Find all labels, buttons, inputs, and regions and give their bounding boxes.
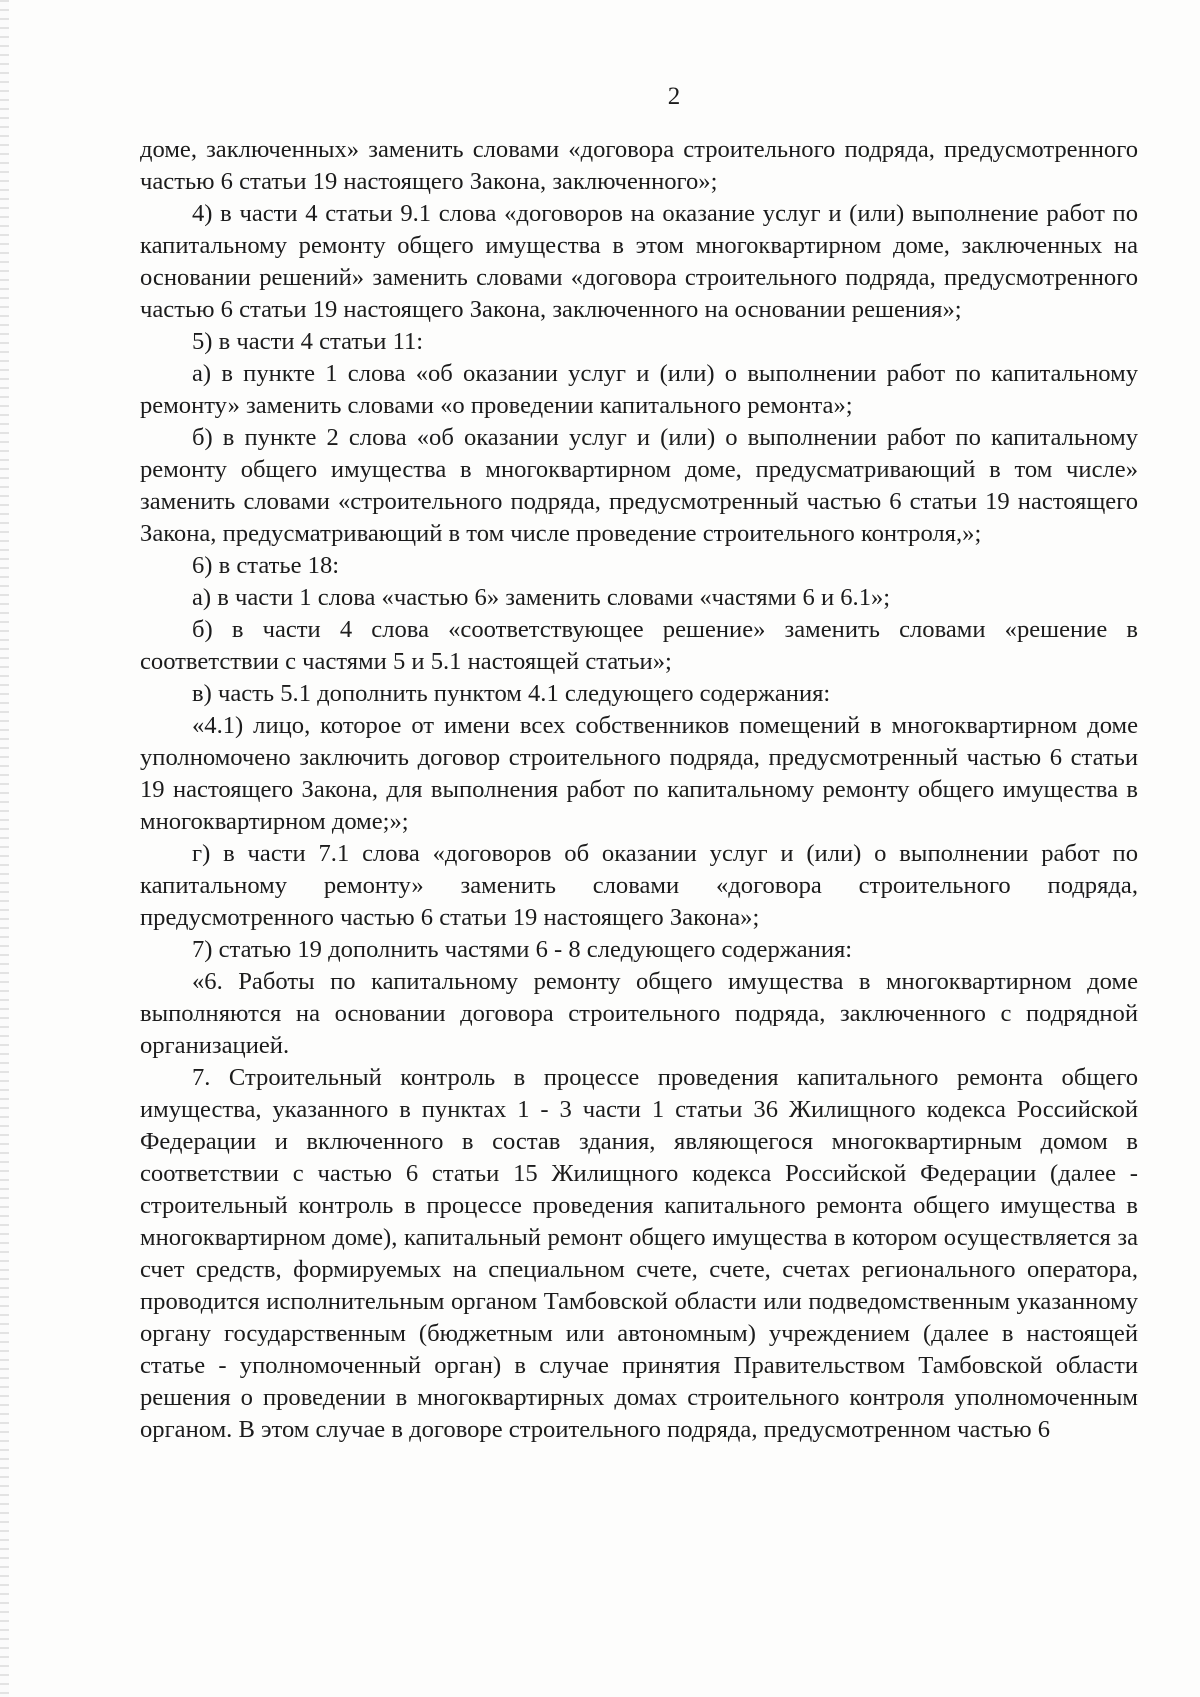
paragraph: доме, заключенных» заменить словами «договора строительного подряда, предусмотренного частью 6 статьи 19 настоящего Закона, заключенного»; (140, 136, 1138, 195)
paragraph: 4) в части 4 статьи 9.1 слова «договоров на оказание услуг и (или) выполнение работ по капитальному ремонту общего имущества в этом многоквартирном доме, заключенных на основании решений» заменить словами «договора строительного подряда, предусмотренного частью 6 статьи 19 настоящего Закона, заключенного на основании решения»; (140, 200, 1138, 323)
document-body (140, 134, 1138, 1446)
paragraph: а) в пункте 1 слова «об оказании услуг и (или) о выполнении работ по капитальному ремонту» заменить словами «о проведении капитального ремонта»; (140, 360, 1138, 419)
paragraph: 7) статью 19 дополнить частями 6 - 8 следующего содержания: (192, 936, 853, 963)
paragraph: б) в части 4 слова «соответствующее решение» заменить словами «решение в соответствии с частями 5 и 5.1 настоящей статьи»; (140, 616, 1138, 675)
paragraph: 7. Строительный контроль в процессе проведения капитального ремонта общего имущества, указанного в пунктах 1 - 3 части 1 статьи 36 Жилищного кодекса Российской Федерации и включенного в состав здания, являющегося многоквартирным домом в соответствии с частью 6 статьи 15 Жилищного кодекса Российской Федерации (далее - строительный контроль в процессе проведения капитального ремонта общего имущества в многоквартирном доме), капитальный ремонт общего имущества в котором осуществляется за счет средств, формируемых на специальном счете, счете, счетах регионального оператора, проводится исполнительным органом Тамбовской области или подведомственным указанному органу государственным (бюджетным или автономным) учреждением (далее в настоящей статье - уполномоченный орган) в случае принятия Правительством Тамбовской области решения о проведении в многоквартирных домах строительного контроля уполномоченным органом. В этом случае в договоре строительного подряда, предусмотренном частью 6 (140, 1064, 1138, 1443)
paragraph: б) в пункте 2 слова «об оказании услуг и (или) о выполнении работ по капитальному ремонту общего имущества в многоквартирном доме, предусматривающий в том числе» заменить словами «строительного подряда, предусмотренный частью 6 статьи 19 настоящего Закона, предусматривающий в том числе проведение строительного контроля,»; (140, 424, 1138, 547)
paragraph: а) в части 1 слова «частью 6» заменить словами «частями 6 и 6.1»; (192, 584, 891, 611)
paragraph: 5) в части 4 статьи 11: (192, 328, 424, 355)
paragraph: в) часть 5.1 дополнить пунктом 4.1 следующего содержания: (192, 680, 831, 707)
paragraph: «4.1) лицо, которое от имени всех собственников помещений в многоквартирном доме уполномочено заключить договор строительного подряда, предусмотренный частью 6 статьи 19 настоящего Закона, для выполнения работ по капитальному ремонту общего имущества в многоквартирном доме;»; (140, 712, 1138, 835)
page-number: 2 (667, 83, 681, 110)
scan-edge-artifact (0, 0, 9, 1697)
paragraph: г) в части 7.1 слова «договоров об оказании услуг и (или) о выполнении работ по капитальному ремонту» заменить словами «договора строительного подряда, предусмотренного частью 6 статьи 19 настоящего Закона»; (140, 840, 1138, 931)
paragraph: 6) в статье 18: (192, 552, 340, 579)
paragraph: «6. Работы по капитальному ремонту общего имущества в многоквартирном доме выполняются на основании договора строительного подряда, заключенного с подрядной организацией. (140, 968, 1138, 1059)
